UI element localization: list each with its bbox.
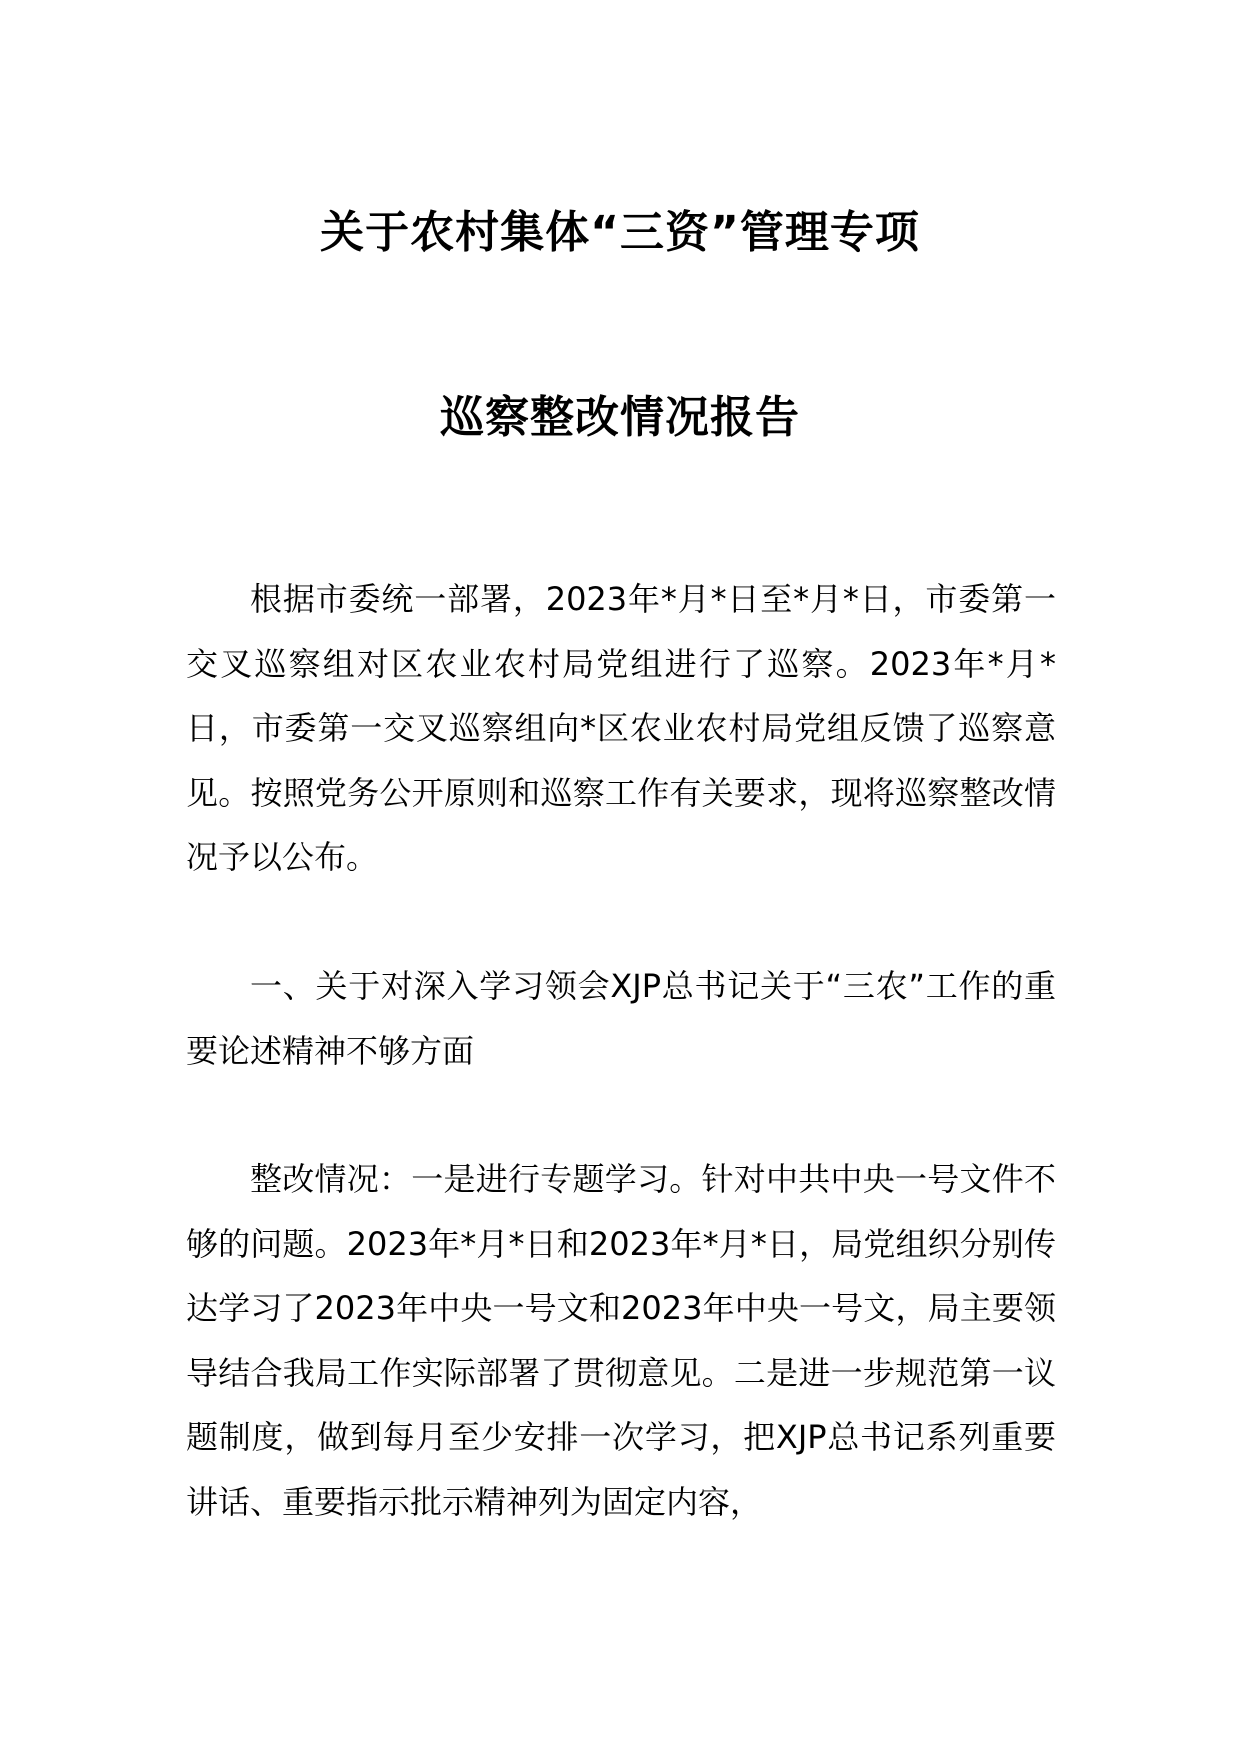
document-title-line-1: 关于农村集体“三资”管理专项 (320, 207, 920, 258)
document-title-line-2: 巡察整改情况报告 (440, 392, 800, 443)
intro-paragraph: 根据市委统一部署，2023年*月*日至*月*日，市委第一交叉巡察组对区农业农村局党组进行了巡察。2023年*月*日，市委第一交叉巡察组向*区农业农村局党组反馈了巡察意见。按照党务公开原则和巡察工作有关要求，现将巡察整改情况予以公布。 (186, 580, 1056, 876)
section-heading-1: 一、关于对深入学习领会XJP总书记关于“三农”工作的重要论述精神不够方面 (186, 967, 1056, 1070)
rectification-paragraph: 整改情况：一是进行专题学习。针对中共中央一号文件不够的问题。2023年*月*日和2023年*月*日，局党组织分别传达学习了2023年中央一号文和2023年中央一号文，局主要领导结合我局工作实际部署了贯彻意见。二是进一步规范第一议题制度，做到每月至少安排一次学习，把XJP总书记系列重要讲话、重要指示批示精神列为固定内容， (186, 1160, 1056, 1521)
